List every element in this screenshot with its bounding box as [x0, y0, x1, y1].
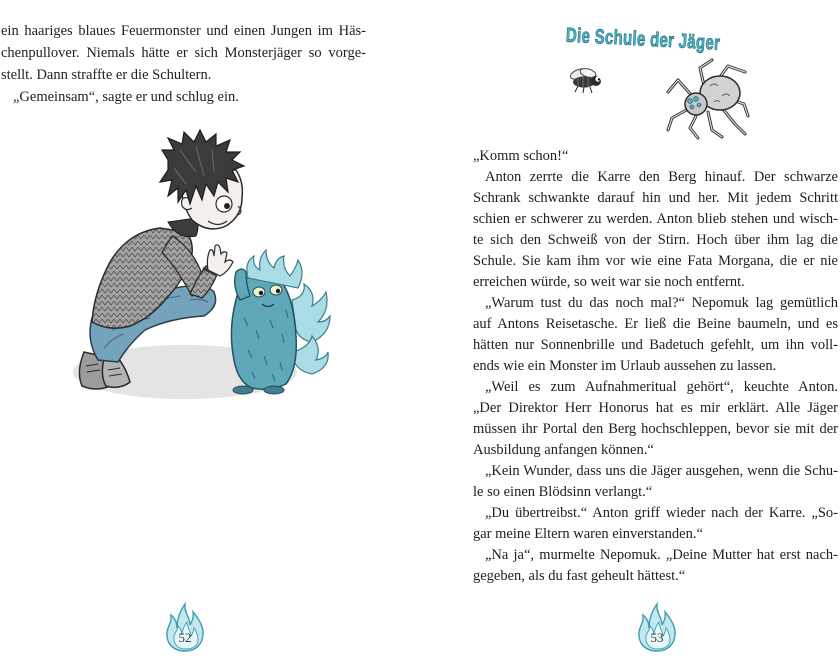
text-line: gar meine Eltern waren einverstanden.“: [473, 526, 703, 542]
text-line: hätten nur Sonnenbrille und Badetuch gefehlt, um ihn voll-: [473, 337, 838, 353]
fly-icon: [562, 64, 606, 98]
text-line: schien er schwerer zu werden. Anton blieb stehen und wisch-: [473, 211, 838, 227]
blue-fire-monster: [231, 250, 330, 394]
text-line: stellt. Dann straffte er die Schultern.: [1, 67, 212, 83]
text-line: „Du übertreibst.“ Anton griff wieder nach der Karre. „So-: [485, 505, 838, 521]
text-line: gegeben, als du fast geheult hättest.“: [473, 568, 686, 584]
page-number-left: [163, 602, 207, 652]
paragraph: [473, 146, 838, 167]
text-line: Ausbildung anfangen können.“: [473, 442, 654, 458]
text-line: le so einen Blödsinn verlangt.“: [473, 484, 653, 500]
paragraph: [473, 377, 838, 461]
text-line: „Kein Wunder, dass uns die Jäger ausgehen, wenn die Schu-: [485, 463, 838, 479]
text-line: Schule. Sie kam ihm vor wie eine Fata Morgana, die er nie: [473, 253, 838, 269]
text-line: „Warum tust du das noch mal?“ Nepomuk lag gemütlich: [485, 295, 838, 311]
text-line: auf Antons Reisetasche. Er ließ die Beine baumeln, und es: [473, 316, 838, 332]
text-line: „Komm schon!“: [473, 148, 569, 164]
paragraph: [473, 503, 838, 545]
right-page-text: [473, 146, 838, 587]
page-number-text: 53: [650, 630, 664, 645]
text-line: „Weil es zum Aufnahmeritual gehört“, keuchte Anton.: [485, 379, 838, 395]
paragraph: [1, 86, 366, 108]
boy-and-monster-illustration: [40, 120, 340, 410]
text-line: „Na ja“, murmelte Nepomuk. „Deine Mutter hat erst nach-: [485, 547, 838, 563]
paragraph: [1, 20, 366, 86]
paragraph: [473, 461, 838, 503]
text-line: te sich den Schweiß von der Stirn. Hoch über ihm lag die: [473, 232, 838, 248]
text-line: „Gemeinsam“, sagte er und schlug ein.: [13, 89, 239, 105]
page-number-text: 52: [178, 630, 192, 645]
left-page-text: [1, 20, 366, 108]
chapter-title: Die Schule der Jäger: [565, 24, 721, 56]
text-line: „Der Direktor Herr Honorus hat es mir erklärt. Alle Jäger: [473, 400, 838, 416]
text-line: Schrank schwankte darauf hin und her. Mit jedem Schritt: [473, 190, 838, 206]
spider-icon: [660, 56, 752, 142]
page-number-right: [635, 602, 679, 652]
text-line: ends wie ein Monster im Urlaub aussehen zu lassen.: [473, 358, 777, 374]
paragraph: [473, 293, 838, 377]
text-line: müssen ihr Portal den Berg hochschleppen, bevor sie mit der: [473, 421, 838, 437]
right-page: [420, 0, 840, 672]
paragraph: [473, 545, 838, 587]
text-line: ein haariges blaues Feuermonster und einen Jungen im Häs-: [1, 23, 366, 39]
text-line: erreichen würde, so weit war sie noch entfernt.: [473, 274, 745, 290]
text-line: chenpullover. Niemals hätte er sich Monsterjäger so vorge-: [1, 45, 366, 61]
paragraph: [473, 167, 838, 293]
text-line: Anton zerrte die Karre den Berg hinauf. Der schwarze: [485, 169, 838, 185]
